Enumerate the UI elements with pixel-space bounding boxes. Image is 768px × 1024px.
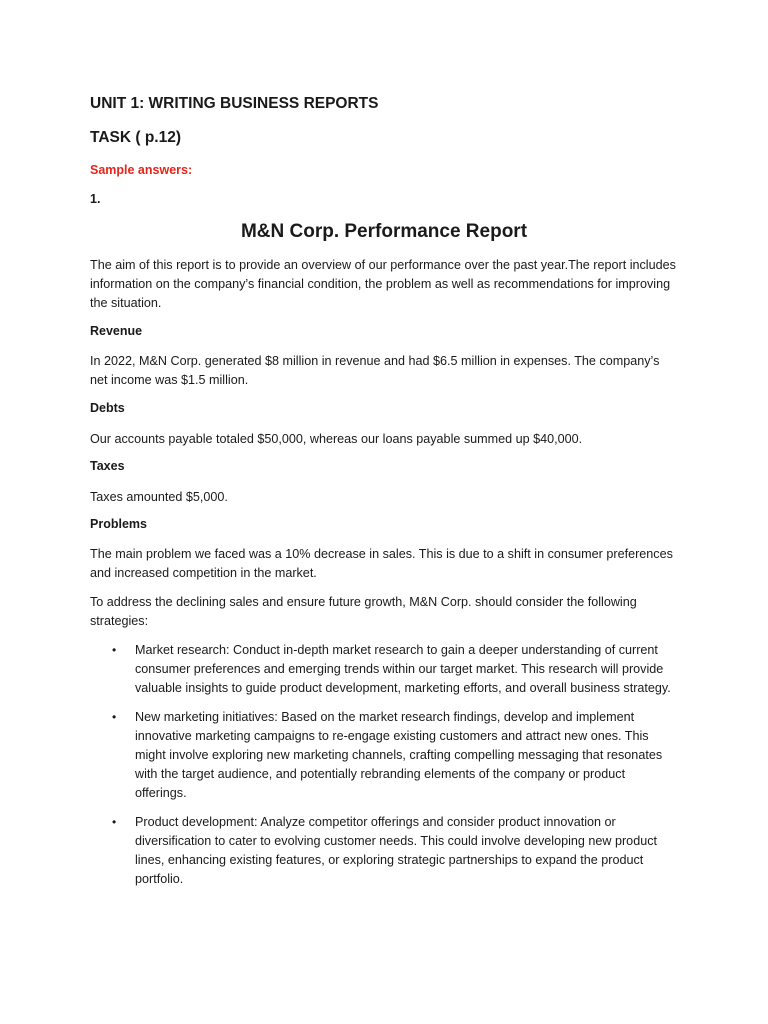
answer-number: 1. (90, 192, 101, 206)
bullet-icon: • (112, 710, 117, 724)
problems-text: The main problem we faced was a 10% decrease in sales. This is due to a shift in consumer preferences and increased competition in the market. (90, 547, 673, 580)
taxes-text: Taxes amounted $5,000. (90, 490, 228, 504)
bullet-icon: • (112, 815, 117, 829)
list-item (90, 813, 680, 889)
debts-heading: Debts (90, 401, 125, 415)
bullet-icon: • (112, 643, 117, 657)
strategy-new-marketing: New marketing initiatives: Based on the market research findings, develop and implement innovative marketing campaigns to re-engage existing customers and attract new ones. This might involve exploring new marketing channels, crafting compelling messaging that resonates with the target audience, and potentially rebranding elements of the company or product offerings. (135, 710, 663, 800)
strategies-intro: To address the declining sales and ensure future growth, M&N Corp. should consider the following strategies: (90, 595, 637, 628)
strategies-list (90, 641, 680, 899)
list-item (90, 641, 680, 698)
taxes-heading: Taxes (90, 459, 125, 473)
task-title: TASK ( p.12) (90, 129, 181, 146)
unit-title: UNIT 1: WRITING BUSINESS REPORTS (90, 95, 379, 112)
revenue-text: In 2022, M&N Corp. generated $8 million in revenue and had $6.5 million in expenses. The company’s net income was $1.5 million. (90, 354, 660, 387)
strategy-product-development: Product development: Analyze competitor offerings and consider product innovation or diversification to cater to evolving customer needs. This could involve developing new product lines, enhancing existing features, or exploring strategic partnerships to expand the product portfolio. (135, 815, 657, 886)
report-intro: The aim of this report is to provide an overview of our performance over the past year.The report includes information on the company’s financial condition, the problem as well as recommendations for improving the situation. (90, 258, 676, 310)
revenue-heading: Revenue (90, 324, 143, 338)
debts-text: Our accounts payable totaled $50,000, whereas our loans payable summed up $40,000. (90, 432, 583, 446)
strategy-market-research: Market research: Conduct in-depth market research to gain a deeper understanding of current consumer preferences and emerging trends within our target market. This research will provide valuable insights to guide product development, marketing efforts, and overall business strategy. (135, 643, 671, 695)
problems-heading: Problems (90, 517, 147, 531)
sample-answers-label: Sample answers: (90, 163, 193, 177)
report-title: M&N Corp. Performance Report (240, 221, 528, 242)
list-item (90, 708, 680, 803)
